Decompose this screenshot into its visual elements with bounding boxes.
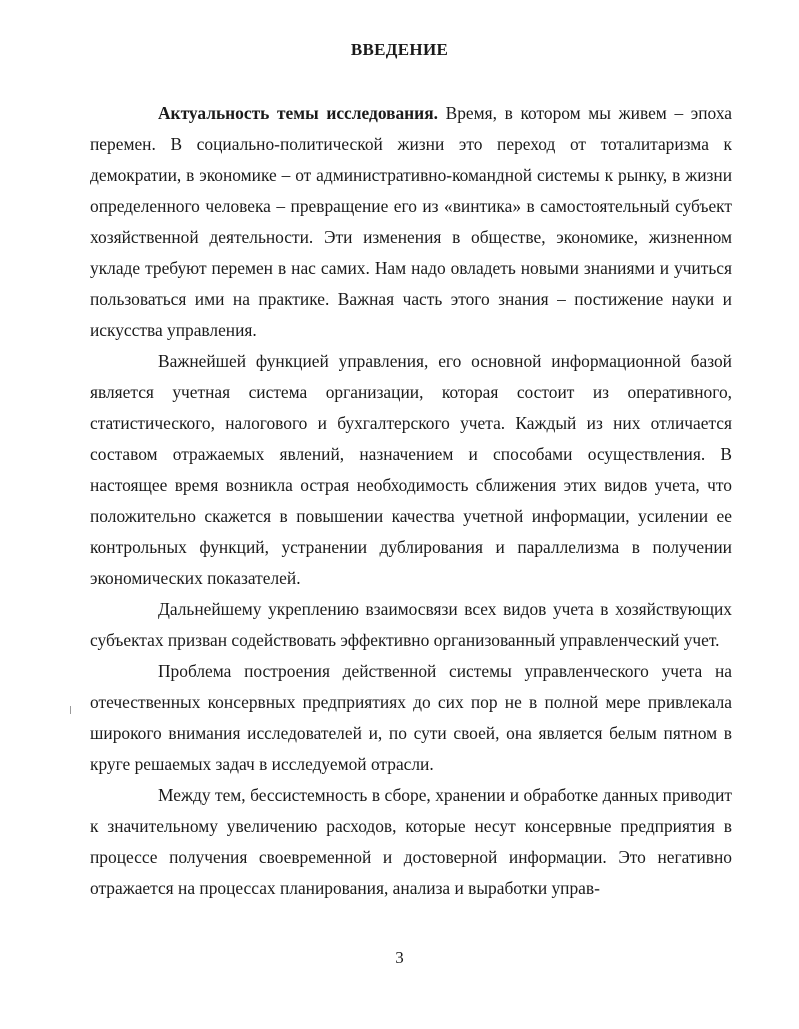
- section-title: ВВЕДЕНИЕ: [350, 40, 449, 59]
- paragraph-management-accounting: Дальнейшему укреплению взаимосвязи всех видов учета в хозяйствующих субъектах призван содействовать эффективно организованный управленческий учет.: [90, 599, 732, 650]
- paragraph-text: Время, в котором мы живем – эпоха перемен. В социально-политической жизни это переход от тоталитаризма к демократии, в экономике – от административно-командной системы к рынку, в жизни определенного человека – превращение его из «винтика» в самостоятельный субъект хозяйственной деятельности. Эти изменения в обществе, экономике, жизненном укладе требуют перемен в нас самих. Нам надо овладеть новыми знаниями и учиться пользоваться ими на практике. Важная часть этого знания – постижение науки и искусства управления.: [90, 103, 733, 340]
- paragraph-accounting-system: Важнейшей функцией управления, его основной информационной базой является учетная система организации, которая состоит из оперативного, статистического, налогового и бухгалтерского учета. Каждый из них отличается составом отражаемых явлений, назначением и способами осуществления. В настоящее время возникла острая необходимость сближения этих видов учета, что положительно скажется в повышении качества учетной информации, усилении ее контрольных функций, устранении дублирования и параллелизма в получении экономических показателей.: [90, 351, 732, 588]
- paragraph-problem: Проблема построения действенной системы управленческого учета на отечественных консервных предприятиях до сих пор не в полной мере привлекала широкого внимания исследователей и, по сути своей, она является белым пятном в круге решаемых задач в исследуемой отрасли.: [90, 661, 732, 774]
- page-number: 3: [395, 948, 404, 967]
- paragraph-consequences: Между тем, бессистемность в сборе, хранении и обработке данных приводит к значительному увеличению расходов, которые несут консервные предприятия в процессе получения своевременной и достоверной информации. Это негативно отражается на процессах планирования, анализа и выработки управ-: [90, 785, 732, 898]
- scan-artifact: [70, 706, 71, 714]
- paragraph-lead: Актуальность темы исследования.: [158, 103, 438, 123]
- body-text: [90, 98, 732, 904]
- paragraph-relevance: [90, 98, 732, 346]
